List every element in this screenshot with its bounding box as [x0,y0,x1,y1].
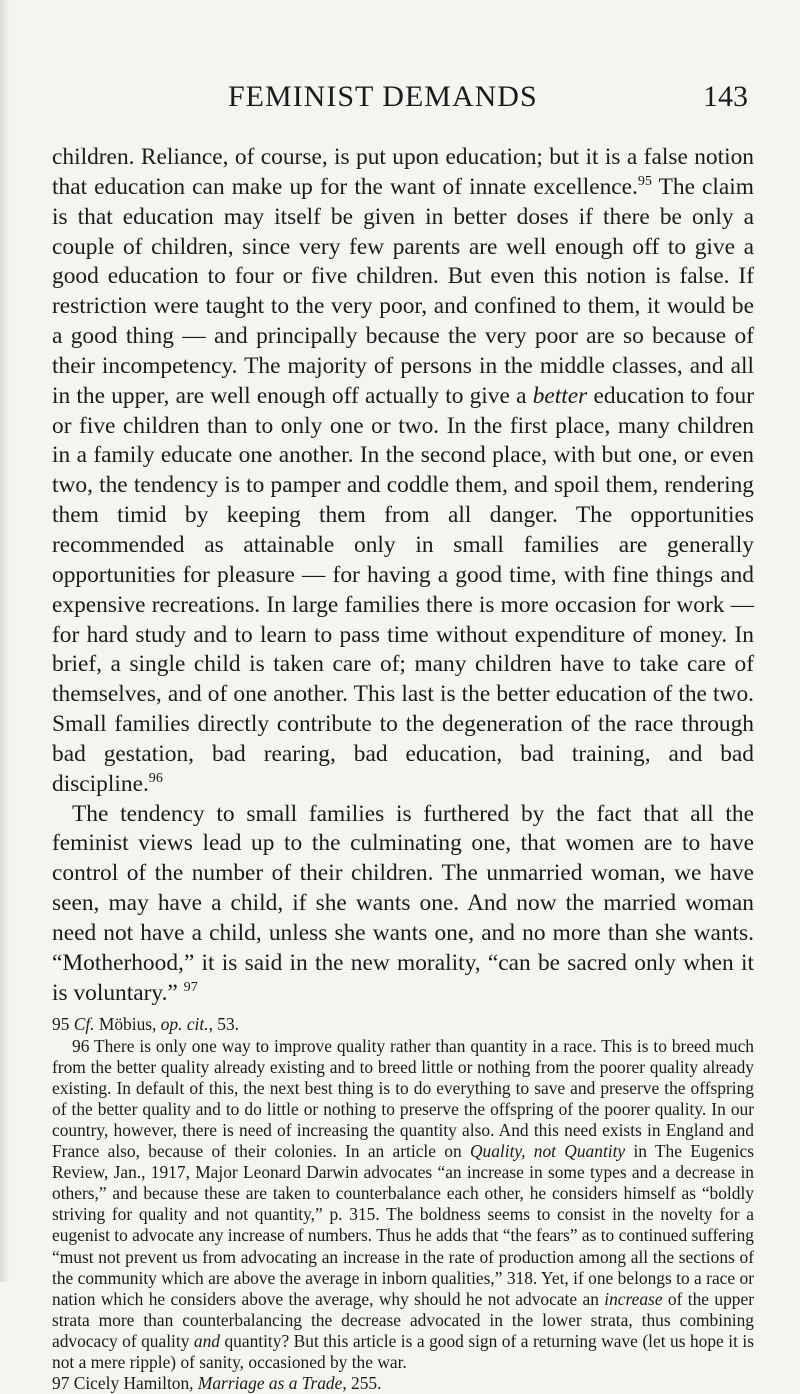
footnote-text: There is only one way to improve quality rather than quantity in a race. This is to breed much from the better quality already existing and to breed little or nothing from the poorer quality already existing. In default of this, the next best thing is to do everything to save and preserve the offspring of the better quality and to do little or nothing to preserve the offspring of the poorer quality. In our country, however, there is need of increasing the quantity also. And this need exists in England and France also, because of their colonies. In an article on [52,1035,754,1162]
emphasis: better [532,382,588,409]
page-edge-shadow [0,0,10,1282]
paragraph-2 [52,800,754,1009]
paragraph-1 [52,143,754,800]
paragraph-text: The tendency to small families is furthered by the fact that all the feminist views lead up to the culminating one, that women are to have control of the number of their children. The unmarried woman, we have seen, may have a child, if she wants one. And now the married woman need not have a child, unless she wants one, and no more than she wants. “Motherhood,” it is said in the new morality, “can be sacred only when it is voluntary.” [52,800,754,1006]
running-title: FEMINIST DEMANDS [228,80,538,113]
emphasis: Marriage as a Trade [197,1373,343,1394]
footnote-text: , 255. [342,1373,382,1394]
emphasis: op. cit. [160,1014,209,1035]
footnote-number: 96 [72,1035,90,1056]
emphasis: increase [604,1288,663,1309]
footnote-text: Möbius, [94,1014,161,1035]
footnote-text: in The Eugenics Review, Jan., 1917, Major Leonard Darwin advocates “an increase in some types and a decrease in others,” and because these are taken to counterbalance each other, he considers himself as “boldly striving for quality and not quantity,” p. 315. The boldness seems to consist in the novelty for a eugenist to advocate any increase of numbers. Thus he adds that “the fears” as to continued suffering “must not prevent us from advocating an increase in the rate of production among all the sections of the community which are above the average in inborn qualities,” 318. Yet, if one belongs to a race or nation which he considers above the average, why should he not advocate an [52,1141,755,1309]
footnote-ref-96: 96 [148,769,163,786]
emphasis: Cf. [73,1014,95,1035]
paragraph-text: The claim is that education may itself be given in better doses if there be only a couple of children, since very few parents are well enough off to give a good education to four or five children. But even this notion is false. If restriction were taught to the very poor, and confined to them, it would be a good thing — and principally because the very poor are so because of their incompetency. The majority of persons in the middle classes, and all in the upper, are well enough off actually to give a [52,173,754,409]
text-block [52,143,754,1394]
footnote-text: Cicely Hamilton, [69,1373,198,1394]
footnote-ref-95: 95 [637,173,652,190]
footnotes [52,1014,754,1394]
emphasis: Quality, not Quantity [469,1141,626,1162]
paragraph-text: education to four or five children than to only one or two. In the first place, many children in a family educate one another. In the second place, with but one, or even two, the tendency is to pamper and coddle them, and spoil them, rendering them timid by keeping them from all danger. The opportunities recommended as attainable only in small families are generally opportunities for pleasure — for having a good time, with fine things and expensive recreations. In large families there is more occasion for work — for hard study and to learn to pass time without expenditure of money. In brief, a single child is taken care of; many children have to take care of themselves, and of one another. This last is the better education of the two. Small families directly contribute to the degeneration of the race through bad gestation, bad rearing, bad education, bad training, and bad discipline. [52,382,754,797]
page-number: 143 [703,80,748,113]
footnote-97 [52,1373,754,1394]
emphasis: and [193,1330,220,1351]
footnote-number: 95 [52,1014,70,1035]
footnote-95 [52,1014,754,1035]
footnote-text: of the upper strata more than counterbalancing the decrease advocated in the lower strata, thus combining advocacy of quality [52,1288,754,1351]
paragraph-text: children. Reliance, of course, is put upon education; but it is a false notion that education can make up for the want of innate excellence. [52,144,754,200]
footnote-text: quantity? But this article is a good sign of a returning wave (let us hope it is not a mere ripple) of sanity, occasioned by the war. [52,1330,754,1372]
footnote-ref-97: 97 [183,978,198,995]
footnote-text: , 53. [208,1014,239,1035]
footnote-number: 97 [52,1373,70,1394]
running-head [228,80,748,116]
footnote-96 [52,1036,754,1374]
